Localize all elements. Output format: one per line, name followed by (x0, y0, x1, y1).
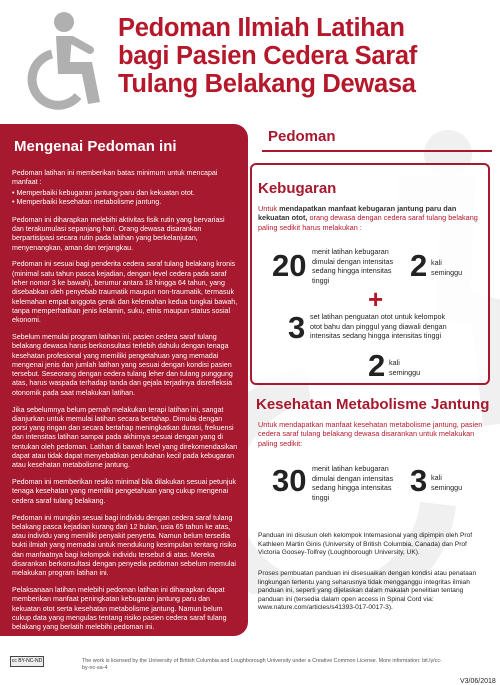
authors-note: Panduan ini disusun oleh kelompok Internasional yang dipimpin oleh Prof Kathleen Martin Ginis (University of British Columbia, Canada) dan Prof Victoria Goosey-Tolfrey (Loughborough University, UK). (258, 532, 473, 557)
cardio-minutes: 30 (272, 463, 307, 498)
about-paragraph: Pedoman ini diharapkan melebihi aktivitas fisik rutin yang bervariasi dan terakumulasi sepanjang hari. Orang dewasa disarankan berpartisipasi secara rutin pada latihan yang berkelanjutan, menyenangkan, aman dan terjangkau. (12, 215, 225, 252)
about-paragraph: Pelaksanaan latihan melebihi pedoman latihan ini diharapkan dapat memberikan manfaat peningkatan kebugaran jantung paru dan kekuatan otot serta kesehatan metabolisme jantung. Namun belum cukup data yang mengulas tentang risiko pasien cedera saraf tulang belakang yang berlatih melebihi pedoman ini. (12, 586, 227, 632)
strength-frequency: 2 (368, 348, 386, 383)
intro-emphasis: mendapatkan manfaat kebugaran jantung paru dan kekuatan otot, (258, 204, 457, 223)
about-paragraph: Sebelum memulai program latihan ini, pasien cedera saraf tulang belakang dewasa harus berkonsultasi terlebih dahulu dengan tenaga kesehatan profesional yang memiliki pengetahuan yang memadai mengenai jenis dan jumlah latihan yang sesuai dengan kondisi pasien tersebut. Seseorang dengan cedera tulang leher dan tulang punggung atas, harus waspada terhadap tanda dan gejala terjadinya disrefleksia otonomik pada saat melakukan latihan. (12, 332, 233, 397)
cardio-frequency-label: kali seminggu (431, 473, 463, 492)
section-divider (262, 150, 492, 152)
about-heading: Mengenai Pedoman ini (14, 138, 177, 155)
cardiometabolic-intro: Untuk mendapatkan manfaat kesehatan metabolisme jantung, pasien cedera saraf tulang belakang dewasa disarankan untuk melakukan paling sedikit: (258, 420, 483, 448)
process-note: Proses pembuatan panduan ini disesuaikan dengan kondisi atau penataan lingkungan tertentu yang seharusnya tidak mengganggu integritas ilmiah panduan ini, seperti yang dijelaskan dalam makalah penelitian tentang panduan ini (tersedia dalam open access in Spinal Cord via: www.nature.com/articles/s41393-017-0017-3). (258, 570, 477, 612)
strength-frequency-label: kali seminggu (389, 358, 421, 377)
aerobic-frequency: 2 (410, 248, 428, 283)
cardio-description: menit latihan kebugaran dimulai dengan intensitas sedang hingga intensitas tinggi (312, 464, 394, 502)
title-line: bagi Pasien Cedera Saraf (118, 42, 417, 70)
benefit-list (12, 189, 238, 208)
about-paragraph: Pedoman ini mungkin sesuai bagi individu dengan cedera saraf tulang belakang pasca kejadian kurang dari 12 bulan, usia 65 tahun ke atas, atau individu yang memiliki penyakit penyerta. Namun belum tersedia bukti ilmiah yang memadai untuk mendukung kesimpulan tentang risiko dan manfaatnya bagi kelompok individu tersebut di atas. Mereka disarankan berkonsultasi dengan penyedia pedoman sebelum memulai melakukan program latihan ini. (12, 513, 237, 578)
cardiometabolic-title: Kesehatan Metabolisme Jantung (256, 396, 490, 413)
list-item: • Memperbaiki kebugaran jantung-paru dan kekuatan otot. (12, 189, 238, 198)
strength-description: set latihan penguatan otot untuk kelompok otot bahu dan pinggul yang diawali dengan intensitas sedang hingga intensitas tinggi (310, 312, 447, 340)
section-label: Pedoman (268, 128, 336, 145)
intro-text: Untuk (258, 204, 280, 213)
aerobic-frequency-label: kali seminggu (431, 258, 463, 277)
about-panel (0, 124, 248, 636)
license-text: The work is licensed by the University of British Columbia and Loughborough University under a Creative Common License. More information: bit.ly/cc-by-nc-sa-4 (82, 658, 442, 671)
fitness-title: Kebugaran (258, 180, 337, 197)
list-item: • Memperbaiki kesehatan metabolisme jantung. (12, 198, 238, 207)
aerobic-minutes: 20 (272, 248, 307, 283)
about-paragraph: Pedoman ini memberikan resiko minimal bila dilakukan sesuai petunjuk tenaga kesehatan yang memiliki pengetahuan yang cukup mengenai cedera saraf tulang belakang. (12, 478, 236, 505)
aerobic-description: menit latihan kebugaran dimulai dengan intensitas sedang hingga intensitas tinggi (312, 247, 394, 285)
title-line: Pedoman Ilmiah Latihan (118, 14, 405, 42)
intro-text: orang dewasa dengan cedera saraf tulang belakang paling sedikit harus melakukan : (258, 213, 478, 232)
fitness-intro (258, 204, 484, 232)
plus-sign: + (368, 284, 384, 314)
wheelchair-accessibility-icon (12, 10, 108, 110)
about-paragraph: Pedoman latihan ini memberikan batas minimum untuk mencapai manfaat : (12, 169, 218, 187)
page-title (118, 14, 493, 98)
creative-commons-badge: cc BY-NC-ND (10, 656, 44, 667)
version-label: V3/06/2018 (460, 678, 496, 685)
cardio-frequency: 3 (410, 463, 428, 498)
title-line: Tulang Belakang Dewasa (118, 70, 416, 98)
strength-sets: 3 (288, 310, 306, 345)
about-paragraph: Pedoman ini sesuai bagi penderita cedera saraf tulang belakang kronis (minimal satu tahun pasca kejadian, dengan level cedera pada saraf leher nomor 3 ke bawah), berumur antara 18 hingga 64 tahun, yang disebabkan oleh penyebab traumatik maupun non-traumatik, termasuk kelemahan empat anggota gerak dan kelemahan kedua tungkai bawah, tanpa memperhatikan jenis kelamin, suku, etnis maupun status sosial ekonomi. (12, 260, 238, 325)
about-paragraph: Jika sebelumnya belum pernah melakukan terapi latihan ini, sangat dianjurkan untuk memulai latihan secara bertahap. Dimulai dengan porsi yang ringan dan secara bertahap meningkatkan durasi, frekuensi dan intensitas latihan sampai pada akhirnya sesuai dengan yang di tentukan oleh pedoman. Latihan di bawah level yang direkomendasikan dapat atau tidak dapat menyebabkan perubahan kecil pada kebugaran atau kesehatan metabolisme jantung. (12, 405, 238, 470)
